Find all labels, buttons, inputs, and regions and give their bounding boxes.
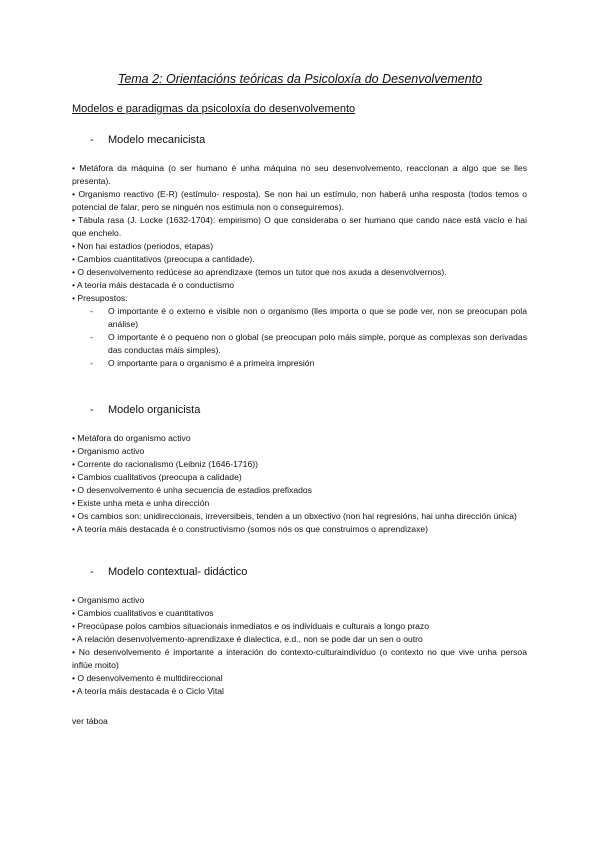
- list-item: • Metáfora do organismo activo: [72, 433, 191, 443]
- section-body-organicista: [72, 432, 527, 536]
- footer-note: ver táboa: [72, 716, 108, 726]
- list-item: • Os cambios son: unidireccionais, irreversibeis, tenden a un obxectivo (non hai regresións, hai unha dirección única): [72, 511, 517, 521]
- document-subtitle: Modelos e paradigmas da psicoloxía do desenvolvemento: [72, 103, 356, 115]
- list-item: • Tábula rasa (J. Locke (1632-1704): empirismo) O que consideraba o ser humano que cando nace está vacío e hai que enchelo.: [72, 215, 527, 238]
- sub-item-text: O importante é o pequeno non o global (se preocupan polo máis simple, porque as complexas son derivadas das conductas máis simples).: [108, 332, 527, 355]
- sub-list-item: [72, 357, 527, 370]
- list-item: • Cambios cualitativos (preocupa a calidade): [72, 472, 242, 482]
- list-item: • Organismo reactivo (E-R) (estímulo- resposta). Se non hai un estímulo, non haberá unha resposta (todos temos o potencial de falar, pero se ninguén nos estimula non o conseguiremos).: [72, 189, 527, 212]
- list-item: • A teoría máis destacada é o constructivismo (somos nós os que construimos o aprendizaxe): [72, 524, 429, 534]
- heading-dash: -: [90, 566, 94, 578]
- list-item: • Organismo activo: [72, 446, 145, 456]
- document-title: Tema 2: Orientacións teóricas da Psicoloxía do Desenvolvemento: [117, 72, 483, 86]
- section-heading-contextual: [90, 566, 247, 578]
- sub-item-dash: -: [90, 358, 93, 368]
- heading-dash: -: [90, 404, 94, 416]
- list-item: • Metáfora da máquina (o ser humano é unha máquina no seu desenvolvemento, reaccionan a algo que se lles presenta).: [72, 163, 527, 186]
- list-item: • Cambios cualitativos e cuantitativos: [72, 608, 214, 618]
- list-item: • Organismo activo: [72, 595, 145, 605]
- heading-dash: -: [90, 134, 94, 146]
- section-heading-label: Modelo mecanicista: [108, 134, 206, 146]
- list-item: • A teoría máis destacada é o conductismo: [72, 280, 235, 290]
- sub-list-item: [72, 305, 527, 331]
- sub-item-text: O importante é o externo e visible non o organismo (lles importa o que se pode ver, non se preocupan pola análise): [108, 306, 527, 329]
- sub-list-item: [72, 331, 527, 357]
- list-item: • A teoría máis destacada é o Ciclo Vital: [72, 686, 224, 696]
- list-item: • Existe unha meta e unha dirección: [72, 498, 210, 508]
- section-heading-organicista: [90, 404, 200, 416]
- list-item: • O desenvolvemento é multidireccional: [72, 673, 223, 683]
- list-item: • No desenvolvemento é importante a interación do contexto-culturaindividuo (o contexto no que vive unha persoa inflúe moito): [72, 647, 527, 670]
- list-item: • Cambios cuantitativos (preocupa a cantidade).: [72, 254, 255, 264]
- section-heading-label: Modelo organicista: [108, 404, 201, 416]
- sub-item-text: O importante para o organismo é a primeira impresión: [108, 358, 315, 368]
- list-item: • A relación desenvolvemento-aprendizaxe é dialectica, e.d., non se pode dar un sen o outro: [72, 634, 423, 644]
- list-item: • O desenvolvemento é unha secuencia de estadios prefixados: [72, 485, 312, 495]
- section-body-mecanicista: [72, 162, 527, 370]
- list-item: • Presupostos:: [72, 293, 128, 303]
- section-heading-mecanicista: [90, 134, 205, 146]
- section-heading-label: Modelo contextual- didáctico: [108, 566, 248, 578]
- list-item: • O desenvolvemento redúcese ao aprendizaxe (temos un tutor que nos axuda a desenvolvernos).: [72, 267, 447, 277]
- section-body-contextual: [72, 594, 527, 698]
- list-item: • Corrente do racionalismo (Leibniz (1646-1716)): [72, 459, 258, 469]
- list-item: • Non hai estadios (periodos, etapas): [72, 241, 214, 251]
- sub-item-dash: -: [90, 332, 93, 342]
- list-item: • Preocúpase polos cambios situacionais inmediatos e os individuais e culturais a longo prazo: [72, 621, 429, 631]
- sub-item-dash: -: [90, 306, 93, 316]
